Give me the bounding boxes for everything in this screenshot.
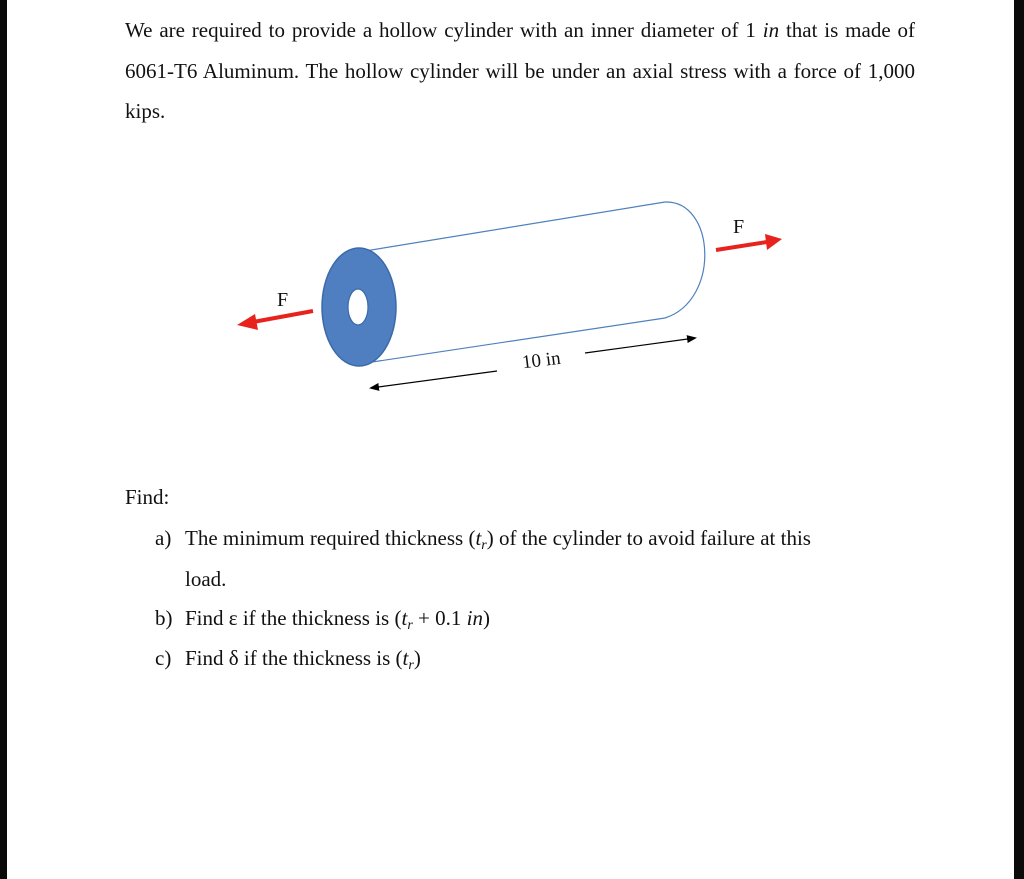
item-closing: ) <box>413 646 421 670</box>
item-marker: b) <box>155 606 173 630</box>
item-continuation: load. <box>185 566 227 591</box>
find-item-b <box>155 598 895 639</box>
item-closing: ) <box>482 606 490 630</box>
intro-part-2: that is made of 6061-T6 Aluminum. The hollow cylinder will be under an axial stress with a force of 1,000 kips. <box>125 18 915 123</box>
thickness-subscript: r <box>481 538 487 553</box>
find-item-c <box>155 638 895 679</box>
thickness-symbol: t <box>475 526 482 550</box>
problem-statement <box>125 10 915 132</box>
item-text: ) of the cylinder to avoid failure at this <box>486 526 811 550</box>
dimension-line <box>371 338 695 388</box>
item-marker: c) <box>155 646 172 670</box>
thickness-subscript: r <box>408 658 414 673</box>
find-heading: Find: <box>125 485 170 509</box>
cylinder-figure <box>7 0 1014 879</box>
item-text: Find δ if the thickness is ( <box>185 646 403 670</box>
force-label-left: F <box>277 289 289 311</box>
document-page <box>7 0 1014 879</box>
force-label-right: F <box>733 216 745 238</box>
intro-part-1: We are required to provide a hollow cylinder with an inner diameter of 1 <box>125 18 763 42</box>
intro-unit: in <box>762 18 780 42</box>
force-arrow-right <box>716 234 782 250</box>
cylinder-body <box>359 202 705 364</box>
item-text: + 0.1 <box>412 606 467 630</box>
thickness-subscript: r <box>407 618 413 633</box>
find-item-a <box>155 518 895 599</box>
item-marker: a) <box>155 526 172 550</box>
thickness-symbol: t <box>401 606 408 630</box>
thickness-symbol: t <box>402 646 409 670</box>
item-text: The minimum required thickness ( <box>185 526 476 550</box>
item-unit: in <box>466 606 483 630</box>
item-text: Find ε if the thickness is ( <box>185 606 402 630</box>
cross-section <box>322 248 396 366</box>
force-arrow-left <box>237 311 313 330</box>
length-label: 10 in <box>520 347 562 374</box>
